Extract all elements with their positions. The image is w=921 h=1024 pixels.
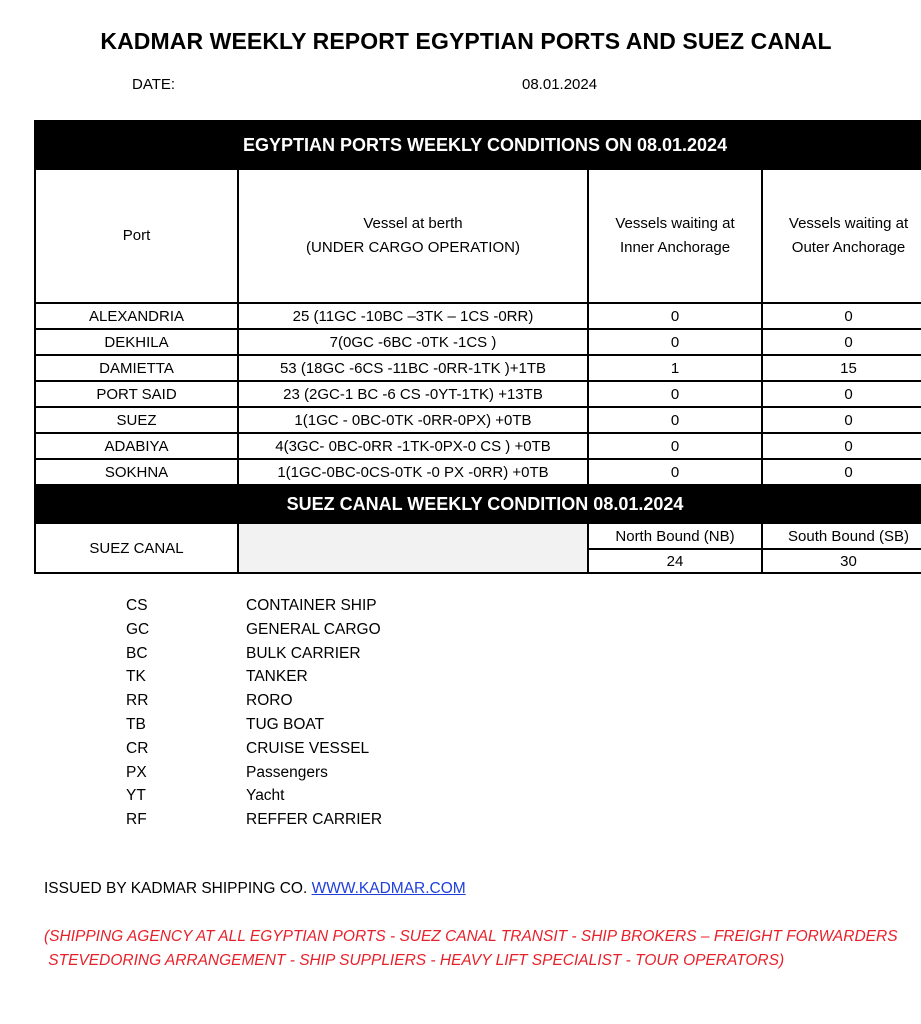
ports-table-header	[35, 169, 921, 303]
north-bound-value: 24	[588, 549, 762, 573]
ports-table	[34, 120, 921, 574]
port-name: SUEZ	[35, 407, 238, 433]
north-bound-label: North Bound (NB)	[588, 523, 762, 549]
list-item	[126, 786, 382, 810]
inner-cell: 0	[588, 433, 762, 459]
legend-desc: GENERAL CARGO	[246, 620, 381, 638]
inner-cell: 0	[588, 407, 762, 433]
suez-canal-label: SUEZ CANAL	[35, 523, 238, 573]
legend-desc: BULK CARRIER	[246, 644, 361, 662]
inner-cell: 0	[588, 459, 762, 485]
port-name: DEKHILA	[35, 329, 238, 355]
outer-cell: 15	[762, 355, 921, 381]
legend-code: PX	[126, 763, 147, 781]
legend-desc: RORO	[246, 692, 293, 710]
outer-cell: 0	[762, 433, 921, 459]
outer-cell: 0	[762, 459, 921, 485]
port-name: SOKHNA	[35, 459, 238, 485]
inner-cell: 0	[588, 329, 762, 355]
list-item	[126, 810, 382, 834]
outer-cell: 0	[762, 407, 921, 433]
header-berth: Vessel at berth (UNDER CARGO OPERATION)	[238, 169, 588, 303]
date-label: DATE:	[132, 76, 176, 93]
legend-code: CS	[126, 597, 148, 614]
port-name: ALEXANDRIA	[35, 303, 238, 329]
list-item	[126, 715, 382, 739]
berth-cell: 1(1GC-0BC-0CS-0TK -0 PX -0RR) +0TB	[238, 459, 588, 485]
header-port: Port	[35, 169, 238, 303]
tagline-line-1: (SHIPPING AGENCY AT ALL EGYPTIAN PORTS - SUEZ CANAL TRANSIT - SHIP BROKERS – FREIGHT FORWARDERS	[44, 928, 898, 945]
berth-cell: 25 (11GC -10BC –3TK – 1CS -0RR)	[238, 303, 588, 329]
table-row	[35, 303, 921, 329]
table-row	[35, 459, 921, 485]
inner-cell: 0	[588, 303, 762, 329]
website-link[interactable]: WWW.KADMAR.COM	[311, 880, 466, 897]
list-item	[126, 644, 382, 668]
list-item	[126, 596, 382, 620]
header-inner-anchorage: Vessels waiting at Inner Anchorage	[588, 169, 762, 303]
port-name: ADABIYA	[35, 433, 238, 459]
suez-canal-row	[35, 523, 921, 549]
tagline-line-2: STEVEDORING ARRANGEMENT - SHIP SUPPLIERS - HEAVY LIFT SPECIALIST - TOUR OPERATORS)	[44, 952, 785, 969]
legend-code: RR	[126, 692, 149, 710]
table-row	[35, 355, 921, 381]
header-outer-anchorage: Vessels waiting at Outer Anchorage	[762, 169, 921, 303]
report-title: KADMAR WEEKLY REPORT EGYPTIAN PORTS AND SUEZ CANAL	[100, 28, 832, 54]
south-bound-value: 30	[762, 549, 921, 573]
legend-desc: Yacht	[246, 787, 285, 805]
company-tagline	[44, 925, 898, 973]
legend-desc: Passengers	[246, 763, 328, 781]
issued-by-text: ISSUED BY KADMAR SHIPPING CO.	[44, 880, 312, 897]
table-row	[35, 329, 921, 355]
ports-table-title: EGYPTIAN PORTS WEEKLY CONDITIONS ON 08.01.2024	[35, 121, 921, 169]
legend-code: BC	[126, 644, 148, 662]
list-item	[126, 667, 382, 691]
legend-desc: TUG BOAT	[246, 715, 325, 733]
legend-desc: CRUISE VESSEL	[246, 739, 370, 757]
suez-canal-blank-cell	[238, 523, 588, 573]
berth-cell: 23 (2GC-1 BC -6 CS -0YT-1TK) +13TB	[238, 381, 588, 407]
date-value: 08.01.2024	[522, 76, 598, 93]
outer-cell: 0	[762, 329, 921, 355]
legend-code: TK	[126, 668, 146, 686]
table-row	[35, 433, 921, 459]
legend-code: TB	[126, 715, 146, 733]
list-item	[126, 620, 382, 644]
legend-desc: CONTAINER SHIP	[246, 597, 377, 614]
legend-desc: TANKER	[246, 668, 308, 686]
suez-canal-title: SUEZ CANAL WEEKLY CONDITION 08.01.2024	[35, 485, 921, 523]
port-name: DAMIETTA	[35, 355, 238, 381]
berth-cell: 1(1GC - 0BC-0TK -0RR-0PX) +0TB	[238, 407, 588, 433]
outer-cell: 0	[762, 303, 921, 329]
legend-desc: REFFER CARRIER	[246, 811, 383, 829]
port-name: PORT SAID	[35, 381, 238, 407]
issued-by-line	[44, 880, 466, 898]
table-row	[35, 381, 921, 407]
abbreviation-legend	[126, 596, 382, 834]
legend-code: YT	[126, 787, 146, 805]
list-item	[126, 691, 382, 715]
outer-cell: 0	[762, 381, 921, 407]
list-item	[126, 739, 382, 763]
table-row	[35, 407, 921, 433]
berth-cell: 53 (18GC -6CS -11BC -0RR-1TK )+1TB	[238, 355, 588, 381]
legend-code: RF	[126, 811, 147, 829]
berth-cell: 4(3GC- 0BC-0RR -1TK-0PX-0 CS ) +0TB	[238, 433, 588, 459]
south-bound-label: South Bound (SB)	[762, 523, 921, 549]
inner-cell: 0	[588, 381, 762, 407]
legend-code: GC	[126, 620, 150, 638]
legend-code: CR	[126, 739, 149, 757]
inner-cell: 1	[588, 355, 762, 381]
list-item	[126, 763, 382, 787]
berth-cell: 7(0GC -6BC -0TK -1CS )	[238, 329, 588, 355]
